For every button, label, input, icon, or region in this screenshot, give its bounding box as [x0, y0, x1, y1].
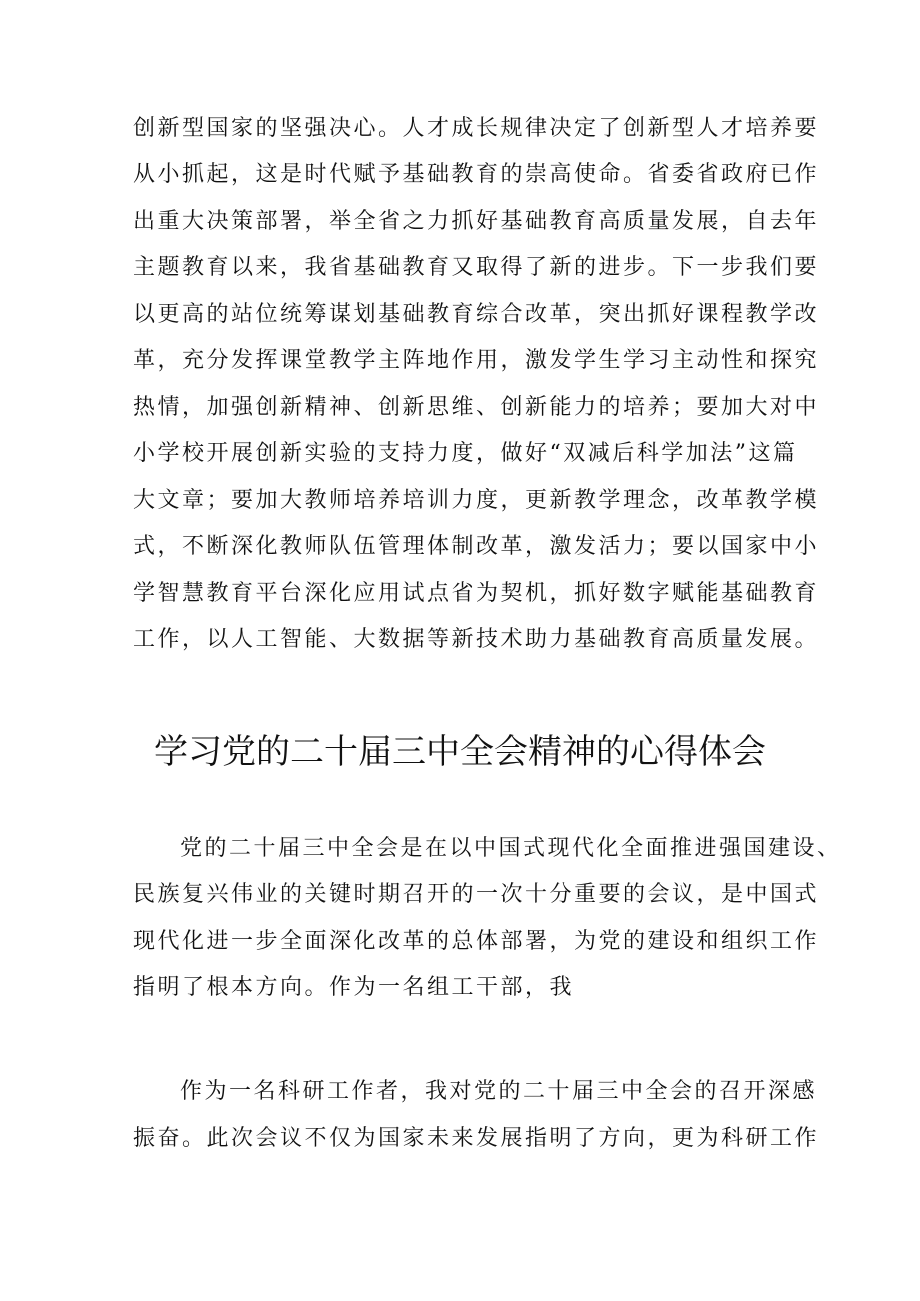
paragraph-line: 小学校开展创新实验的支持力度，做好“双减后科学加法”这篇 — [133, 441, 798, 466]
section-heading: 学习党的二十届三中全会精神的心得体会 — [154, 732, 766, 772]
paragraph-line: 革，充分发挥课堂教学主阵地作用，激发学生学习主动性和探究 — [133, 348, 820, 373]
paragraph-line: 学智慧教育平台深化应用试点省为契机，抓好数字赋能基础教育 — [133, 581, 820, 606]
paragraph-line: 指明了根本方向。作为一名组工干部，我 — [133, 975, 575, 1000]
paragraph-line: 作为一名科研工作者，我对党的二十届三中全会的召开深感 — [180, 1079, 818, 1104]
paragraph-line: 民族复兴伟业的关键时期召开的一次十分重要的会议，是中国式 — [133, 882, 820, 907]
paragraph-line: 大文章；要加大教师培养培训力度，更新教学理念，改革教学模 — [133, 488, 820, 513]
paragraph-line: 创新型国家的坚强决心。人才成长规律决定了创新型人才培养要 — [133, 116, 820, 141]
paragraph-line: 热情，加强创新精神、创新思维、创新能力的培养；要加大对中 — [133, 395, 820, 420]
paragraph-line: 现代化进一步全面深化改革的总体部署，为党的建设和组织工作 — [133, 929, 820, 954]
paragraph-line: 从小抓起，这是时代赋予基础教育的崇高使命。省委省政府已作 — [133, 162, 820, 187]
paragraph-line: 工作，以人工智能、大数据等新技术助力基础教育高质量发展。 — [133, 627, 820, 652]
paragraph-line: 振奋。此次会议不仅为国家未来发展指明了方向，更为科研工作 — [133, 1126, 820, 1151]
paragraph-line: 以更高的站位统筹谋划基础教育综合改革，突出抓好课程教学改 — [133, 302, 820, 327]
paragraph-line: 出重大决策部署，举全省之力抓好基础教育高质量发展，自去年 — [133, 209, 820, 234]
paragraph-line: 式，不断深化教师队伍管理体制改革，激发活力；要以国家中小 — [133, 534, 820, 559]
paragraph-line: 主题教育以来，我省基础教育又取得了新的进步。下一步我们要 — [133, 255, 820, 280]
paragraph-line: 党的二十届三中全会是在以中国式现代化全面推进强国建设、 — [180, 836, 842, 861]
